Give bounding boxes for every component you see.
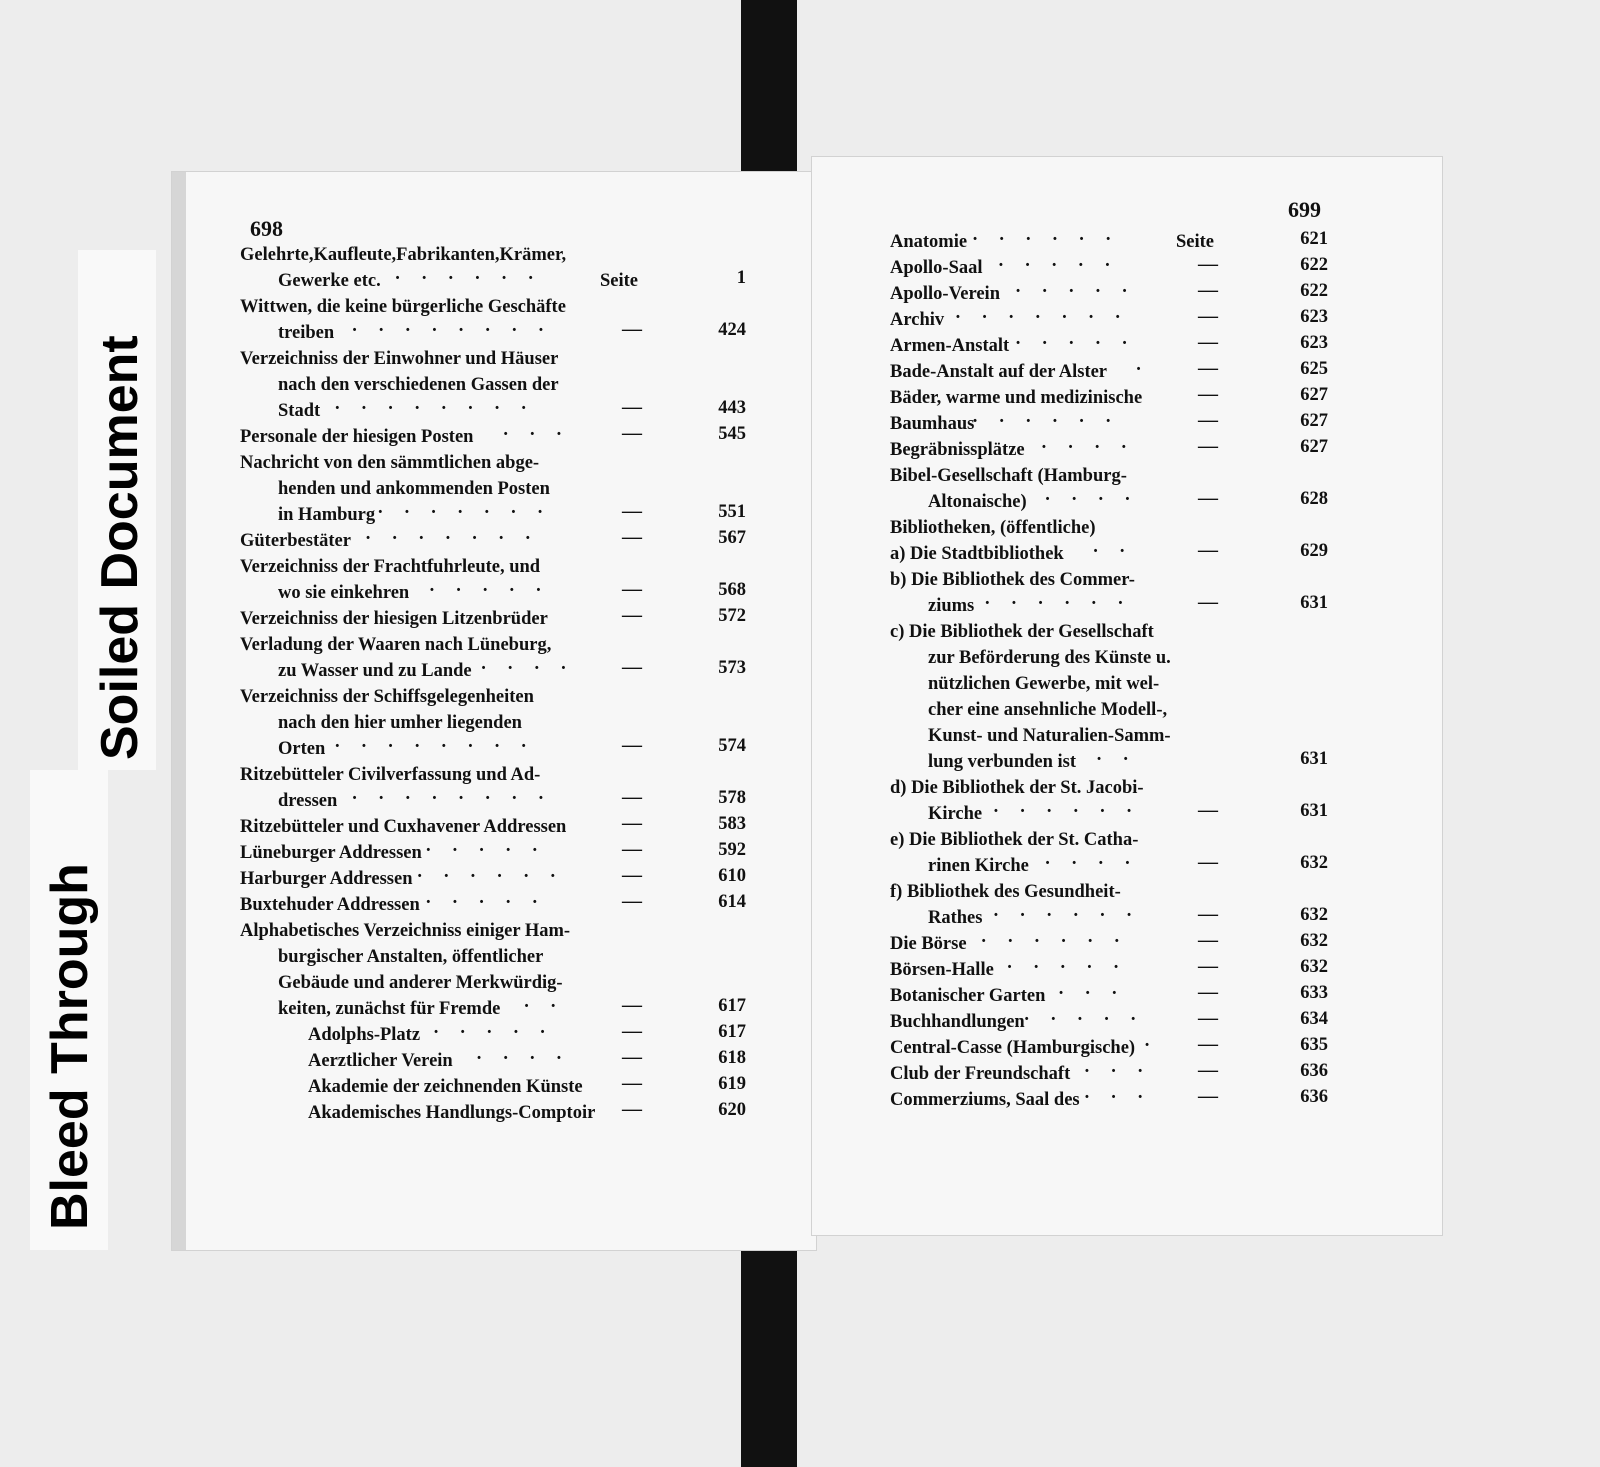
dot-leader: ......	[981, 927, 1142, 947]
seite-label: Seite	[600, 271, 639, 291]
entry-continuation: Orten	[278, 739, 326, 759]
page-reference: 592	[718, 840, 746, 860]
dot-leader: .....	[429, 576, 563, 596]
dot-leader: .....	[998, 251, 1132, 271]
entry-continuation: zu Wasser und zu Lande	[278, 661, 472, 681]
dot-leader: ....	[1045, 485, 1152, 505]
page-reference: 620	[718, 1100, 746, 1120]
dash-mark: —	[1198, 331, 1218, 353]
entry-continuation: Kunst- und Naturalien-Samm-	[928, 726, 1171, 746]
entry-continuation: zur Beförderung des Künste u.	[928, 648, 1171, 668]
entry-title: Die Börse	[890, 934, 967, 954]
dash-mark: —	[1198, 357, 1218, 379]
dot-leader: .....	[1024, 1005, 1158, 1025]
dot-leader: .....	[433, 1018, 567, 1038]
dash-mark: —	[1198, 279, 1218, 301]
dot-leader: ......	[972, 225, 1133, 245]
page-reference: 631	[1300, 593, 1328, 613]
page-reference: 617	[718, 996, 746, 1016]
dot-leader: .	[1144, 1031, 1172, 1051]
dash-mark: —	[1198, 955, 1218, 977]
page-reference: 629	[1300, 541, 1328, 561]
dot-leader: .....	[426, 888, 560, 908]
page-reference: 627	[1300, 385, 1328, 405]
dot-leader: ...	[1084, 1083, 1165, 1103]
entry-title: Wittwen, die keine bürgerliche Geschäfte	[240, 297, 566, 317]
dash-mark: —	[1198, 929, 1218, 951]
entry-continuation: rinen Kirche	[928, 856, 1029, 876]
entry-title: Ritzebütteler Civilverfassung und Ad-	[240, 765, 541, 785]
dash-mark: —	[622, 838, 642, 860]
entry-title: Personale der hiesigen Posten	[240, 427, 474, 447]
dot-leader: ....	[476, 1044, 584, 1064]
dash-mark: —	[1198, 851, 1218, 873]
entry-title: Gelehrte,Kaufleute,Fabrikanten,Krämer,	[240, 245, 567, 265]
entry-title: b) Die Bibliothek des Commer-	[890, 570, 1135, 590]
entry-continuation: Gewerke etc.	[278, 271, 381, 291]
dash-mark: —	[622, 318, 642, 340]
dash-mark: —	[1198, 799, 1218, 821]
dash-mark: —	[622, 422, 642, 444]
dash-mark: —	[1198, 383, 1218, 405]
dot-leader: .	[1136, 355, 1163, 375]
dot-leader: .......	[365, 524, 553, 544]
page-reference: 636	[1300, 1061, 1328, 1081]
dash-mark: —	[1198, 487, 1218, 509]
dash-mark: —	[1198, 1059, 1218, 1081]
dot-leader: ...	[1058, 979, 1139, 999]
dot-leader: .....	[1007, 953, 1141, 973]
entry-title: a) Die Stadtbibliothek	[890, 544, 1064, 564]
page-reference: 631	[1300, 749, 1328, 769]
dot-leader: ..	[1093, 537, 1147, 557]
page-reference: 627	[1300, 437, 1328, 457]
dash-mark: —	[622, 526, 642, 548]
dot-leader: ......	[972, 407, 1133, 427]
dot-leader: .......	[955, 303, 1142, 323]
entry-continuation: Altonaische)	[928, 492, 1027, 512]
page-reference: 635	[1300, 1035, 1328, 1055]
dot-leader: ........	[352, 784, 566, 804]
entry-title: Güterbestäter	[240, 531, 351, 551]
dash-mark: —	[622, 1098, 642, 1120]
dash-mark: —	[622, 604, 642, 626]
entry-title: Nachricht von den sämmtlichen abge-	[240, 453, 540, 473]
entry-continuation: cher eine ansehnliche Modell-,	[928, 700, 1168, 720]
page-reference: 623	[1300, 333, 1328, 353]
entry-title: e) Die Bibliothek der St. Catha-	[890, 830, 1139, 850]
dot-leader: .......	[378, 498, 565, 518]
dash-mark: —	[622, 578, 642, 600]
entry-continuation: Rathes	[928, 908, 983, 928]
dot-leader: ......	[993, 901, 1154, 921]
dot-leader: ....	[1045, 849, 1152, 869]
dot-leader: .....	[1015, 277, 1149, 297]
entry-title: Bade-Anstalt auf der Alster	[890, 362, 1108, 382]
entry-title: Verzeichniss der Einwohner und Häuser	[240, 349, 559, 369]
entry-title: Bibliotheken, (öffentliche)	[890, 518, 1096, 538]
entry-title: Verzeichniss der Schiffsgelegenheiten	[240, 687, 534, 707]
dot-leader: ...	[1084, 1057, 1165, 1077]
entry-continuation: treiben	[278, 323, 335, 343]
page-reference: 618	[718, 1048, 746, 1068]
dot-leader: .....	[1015, 329, 1149, 349]
dot-leader: ........	[335, 394, 548, 414]
entry-title: Baumhaus	[890, 414, 975, 434]
entry-title: Bibel-Gesellschaft (Hamburg-	[890, 466, 1127, 486]
dash-mark: —	[622, 500, 642, 522]
dot-leader: ....	[481, 654, 588, 674]
dot-leader: ..	[1096, 745, 1151, 765]
dot-leader: .....	[426, 836, 560, 856]
entry-continuation: burgischer Anstalten, öffentlicher	[278, 947, 544, 967]
right-page	[812, 157, 1442, 1235]
page-reference: 610	[718, 866, 746, 886]
dash-mark: —	[1198, 435, 1218, 457]
entry-title: Botanischer Garten	[890, 986, 1046, 1006]
page-reference: 625	[1300, 359, 1328, 379]
page-reference: 627	[1300, 411, 1328, 431]
dash-mark: —	[622, 786, 642, 808]
dot-leader: ......	[993, 797, 1154, 817]
entry-title: Alphabetisches Verzeichniss einiger Ham-	[240, 921, 571, 941]
entry-title: Commerziums, Saal des	[890, 1090, 1080, 1110]
entry-title: Harburger Addressen	[240, 869, 413, 889]
entry-continuation: nützlichen Gewerbe, mit wel-	[928, 674, 1160, 694]
page-reference: 636	[1300, 1087, 1328, 1107]
entry-title: c) Die Bibliothek der Gesellschaft	[890, 622, 1154, 642]
entry-title: Begräbnissplätze	[890, 440, 1025, 460]
entry-title: Club der Freundschaft	[890, 1064, 1071, 1084]
entry-title: Archiv	[890, 310, 945, 330]
entry-title: Apollo-Verein	[890, 284, 1000, 304]
entry-continuation: dressen	[278, 791, 338, 811]
dash-mark: —	[1198, 981, 1218, 1003]
dash-mark: —	[1198, 591, 1218, 613]
page-reference: 443	[718, 398, 746, 418]
page-reference: 632	[1300, 853, 1328, 873]
entry-title: d) Die Bibliothek der St. Jacobi-	[890, 778, 1144, 798]
entry-title: Akademisches Handlungs-Comptoir	[308, 1103, 596, 1123]
page-reference: 583	[718, 814, 746, 834]
dash-mark: —	[622, 734, 642, 756]
dot-leader: ........	[352, 316, 566, 336]
entry-title: Bäder, warme und medizinische	[890, 388, 1143, 408]
page-reference: 623	[1300, 307, 1328, 327]
page-reference: 572	[718, 606, 746, 626]
page-reference: 633	[1300, 983, 1328, 1003]
entry-title: Ritzebütteler und Cuxhavener Addressen	[240, 817, 567, 837]
page-number: 699	[1288, 197, 1321, 222]
page-number: 698	[250, 216, 283, 241]
dot-leader: ......	[417, 862, 578, 882]
entry-title: Aerztlicher Verein	[308, 1051, 453, 1071]
entry-continuation: lung verbunden ist	[928, 752, 1077, 772]
entry-title: Apollo-Saal	[890, 258, 983, 278]
dot-leader: ......	[985, 589, 1145, 609]
dash-mark: —	[1198, 409, 1218, 431]
entry-title: Lüneburger Addressen	[240, 843, 422, 863]
page-reference: 573	[718, 658, 746, 678]
dot-leader: ....	[1041, 433, 1149, 453]
page-reference: 614	[718, 892, 746, 912]
dot-leader: ........	[335, 732, 548, 752]
left-page	[172, 172, 816, 1250]
entry-title: Armen-Anstalt	[890, 336, 1010, 356]
entry-continuation: Gebäude und anderer Merkwürdig-	[278, 973, 563, 993]
page-reference: 574	[718, 736, 746, 756]
page-reference: 568	[718, 580, 746, 600]
dash-mark: —	[622, 994, 642, 1016]
dash-mark: —	[1198, 539, 1218, 561]
page-reference: 622	[1300, 255, 1328, 275]
entry-title: Central-Casse (Hamburgische)	[890, 1038, 1136, 1058]
page-reference: 567	[718, 528, 746, 548]
entry-title: Adolphs-Platz	[308, 1025, 421, 1045]
entry-title: Verzeichniss der hiesigen Litzenbrüder	[240, 609, 548, 629]
dash-mark: —	[622, 864, 642, 886]
entry-continuation: wo sie einkehren	[278, 583, 410, 603]
dash-mark: —	[622, 890, 642, 912]
entry-continuation: in Hamburg	[278, 505, 376, 525]
page-reference: 424	[718, 320, 746, 340]
entry-title: Buchhandlungen	[890, 1012, 1025, 1032]
bleed-through-label: Bleed Through	[41, 863, 99, 1230]
page-reference: 634	[1300, 1009, 1328, 1029]
page-reference: 628	[1300, 489, 1328, 509]
page-reference: 545	[718, 424, 746, 444]
dash-mark: —	[622, 1072, 642, 1094]
dash-mark: —	[1198, 903, 1218, 925]
dash-mark: —	[1198, 305, 1218, 327]
dash-mark: —	[622, 656, 642, 678]
entry-continuation: nach den hier umher liegenden	[278, 713, 522, 733]
dot-leader: ......	[395, 264, 555, 284]
dot-leader: ...	[503, 420, 584, 440]
entry-continuation: henden und ankommenden Posten	[278, 479, 550, 499]
page-reference: 551	[718, 502, 746, 522]
dash-mark: —	[622, 396, 642, 418]
dash-mark: —	[1198, 1085, 1218, 1107]
soiled-document-label: Soiled Document	[91, 335, 149, 760]
dash-mark: —	[622, 1020, 642, 1042]
entry-title: Verladung der Waaren nach Lüneburg,	[240, 635, 552, 655]
entry-title: f) Bibliothek des Gesundheit-	[890, 882, 1121, 902]
page-reference: 631	[1300, 801, 1328, 821]
entry-continuation: keiten, zunächst für Fremde	[278, 999, 501, 1019]
page-reference: 622	[1300, 281, 1328, 301]
entry-continuation: ziums	[928, 596, 975, 616]
entry-title: Verzeichniss der Frachtfuhrleute, und	[240, 557, 541, 577]
entry-title: Akademie der zeichnenden Künste	[308, 1077, 583, 1097]
entry-title: Anatomie	[890, 232, 968, 252]
page-reference: 617	[718, 1022, 746, 1042]
entry-title: Börsen-Halle	[890, 960, 994, 980]
dash-mark: —	[1198, 253, 1218, 275]
dash-mark: —	[622, 812, 642, 834]
page-reference: 578	[718, 788, 746, 808]
dash-mark: —	[622, 1046, 642, 1068]
dot-leader: ..	[524, 992, 578, 1012]
seite-label: Seite	[1176, 232, 1215, 252]
entry-title: Buxtehuder Addressen	[240, 895, 420, 915]
page-reference: 619	[718, 1074, 746, 1094]
page-reference: 632	[1300, 905, 1328, 925]
page-reference: 632	[1300, 957, 1328, 977]
page-reference: 621	[1300, 229, 1328, 249]
dash-mark: —	[1198, 1007, 1218, 1029]
page-reference: 1	[736, 268, 746, 288]
entry-continuation: Kirche	[928, 804, 983, 824]
dash-mark: —	[1198, 1033, 1218, 1055]
entry-continuation: nach den verschiedenen Gassen der	[278, 375, 559, 395]
entry-continuation: Stadt	[278, 401, 321, 421]
page-reference: 632	[1300, 931, 1328, 951]
